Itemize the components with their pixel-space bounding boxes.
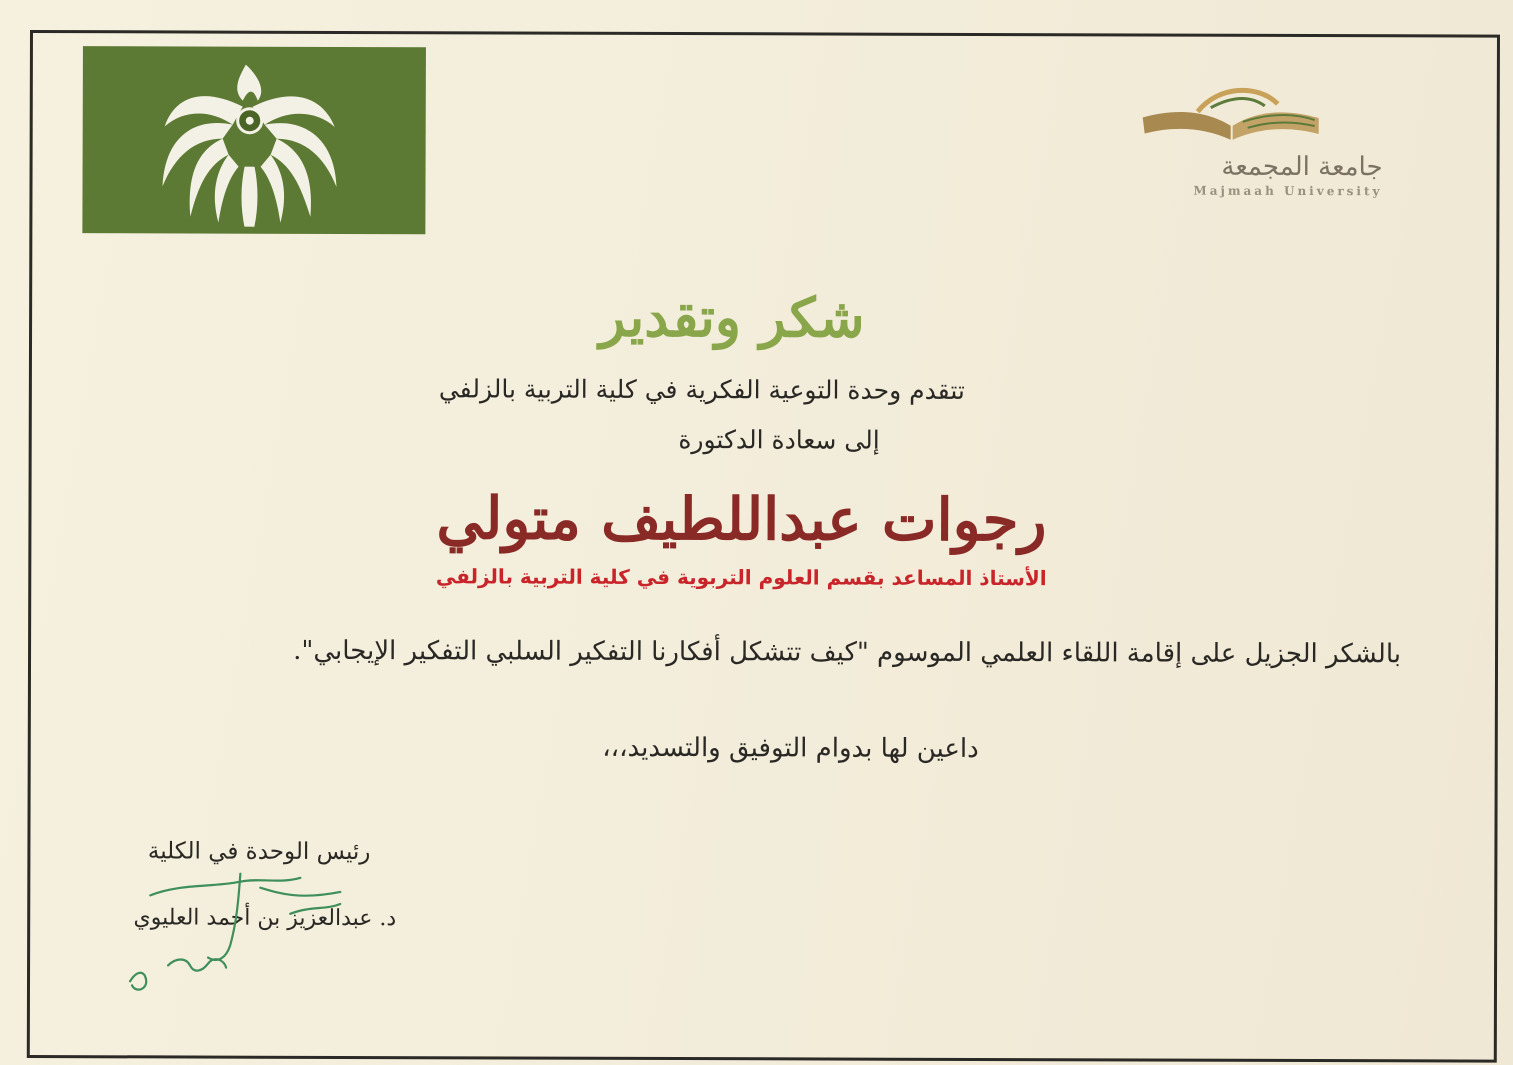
certificate-border (27, 30, 1500, 1063)
recipient-position: الأستاذ المساعد بقسم العلوم التربوية في كلية التربية بالزلفي (435, 564, 1047, 591)
recipient-name: رجوات عبداللطيف متولي (436, 484, 1047, 555)
addressee-prefix: إلى سعادة الدكتورة (678, 425, 880, 455)
signatory-name: د. عبدالعزيز بن أحمد العليوي (133, 905, 397, 932)
university-name-english: Majmaah University (1193, 183, 1383, 199)
handwritten-signature (90, 853, 410, 1004)
thanks-text: بالشكر الجزيل على إقامة اللقاء العلمي الموسوم "كيف تتشكل أفكارنا التفكير السلبي التفكير الإيجابي". (293, 635, 1402, 670)
palm-emblem-logo (82, 46, 426, 234)
certificate-title: شكر وتقدير (599, 284, 865, 350)
palm-emblem-icon (82, 46, 426, 234)
signatory-title: رئيس الوحدة في الكلية (147, 838, 371, 866)
closing-text: داعين لها بدوام التوفيق والتسديد،،، (602, 732, 979, 764)
book-arch-icon (1083, 81, 1383, 152)
university-name-arabic: جامعة المجمعة (1221, 151, 1383, 183)
issuer-line: تتقدم وحدة التوعية الفكرية في كلية التربية بالزلفي (438, 374, 965, 405)
majmaah-university-logo (1082, 81, 1382, 202)
